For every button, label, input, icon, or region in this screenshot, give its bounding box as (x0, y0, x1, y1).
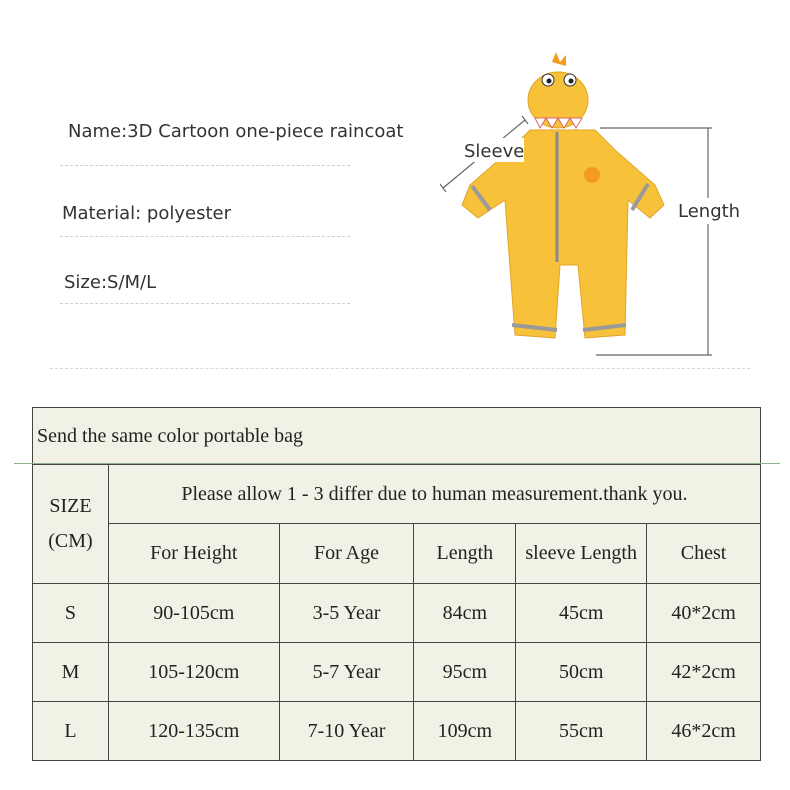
size-header-label: SIZE (49, 495, 92, 517)
sleeve-label: Sleeve (464, 141, 525, 162)
size-cell: L (33, 702, 109, 761)
product-size: Size:S/M/L (64, 272, 157, 293)
measurement-note: Please allow 1 - 3 differ due to human measurement.thank you. (108, 465, 760, 524)
size-cell: S (33, 584, 109, 643)
table-cell: 105-120cm (108, 643, 279, 702)
table-row (33, 702, 761, 761)
chest-badge (584, 167, 600, 183)
accent-line (14, 463, 780, 464)
table-cell: 3-5 Year (279, 584, 414, 643)
table-cell: 7-10 Year (279, 702, 414, 761)
bag-note: Send the same color portable bag (33, 408, 761, 465)
table-cell: 95cm (414, 643, 516, 702)
table-cell: 90-105cm (108, 584, 279, 643)
table-cell: 109cm (414, 702, 516, 761)
size-header (33, 465, 109, 584)
column-header: Chest (647, 524, 761, 584)
table-cell: 50cm (516, 643, 647, 702)
table-cell: 46*2cm (647, 702, 761, 761)
product-material: Material: polyester (62, 203, 231, 224)
table-cell: 5-7 Year (279, 643, 414, 702)
size-table (32, 407, 761, 761)
table-cell: 42*2cm (647, 643, 761, 702)
table-header-row (33, 524, 761, 584)
length-label: Length (678, 201, 741, 222)
table-cell: 55cm (516, 702, 647, 761)
table-row (33, 465, 761, 524)
column-header: For Height (108, 524, 279, 584)
table-row (33, 584, 761, 643)
divider (60, 165, 350, 166)
table-row (33, 408, 761, 465)
column-header: Length (414, 524, 516, 584)
column-header: sleeve Length (516, 524, 647, 584)
divider (60, 236, 350, 237)
size-header-unit: (CM) (48, 530, 93, 552)
hood-crest (552, 52, 566, 66)
column-header: For Age (279, 524, 414, 584)
product-name: Name:3D Cartoon one-piece raincoat (68, 121, 404, 142)
divider (60, 303, 350, 304)
section-divider (50, 368, 750, 369)
table-cell: 40*2cm (647, 584, 761, 643)
table-cell: 45cm (516, 584, 647, 643)
table-cell: 84cm (414, 584, 516, 643)
table-cell: 120-135cm (108, 702, 279, 761)
table-row (33, 643, 761, 702)
size-cell: M (33, 643, 109, 702)
